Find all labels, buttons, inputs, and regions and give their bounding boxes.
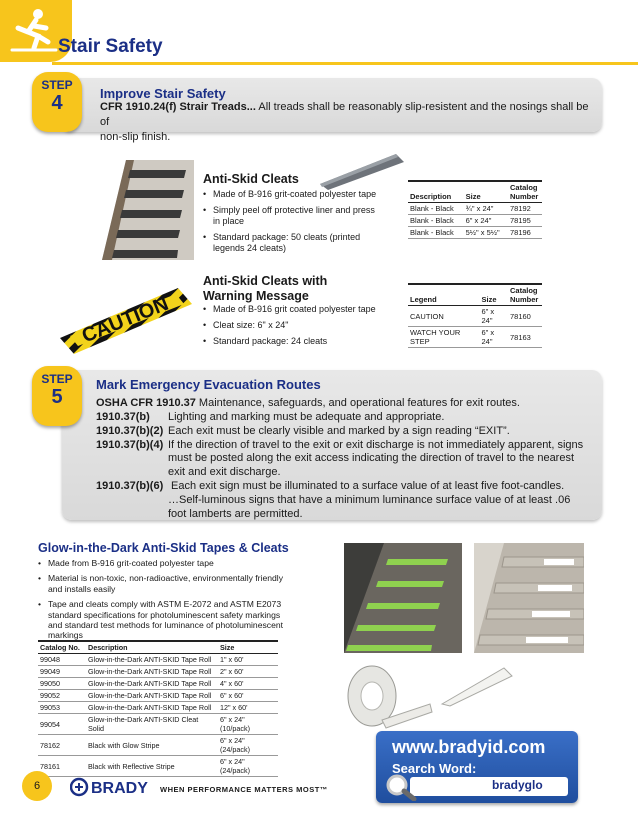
table-header-row [38,641,278,654]
cleat-strip-image [318,152,406,192]
step4-text [100,100,592,145]
regulation-line: must be posted along the exit access indicating the direction of travel to the nearest [168,452,575,465]
table-cell: 78163 [508,327,542,348]
regulation-text: All treads shall be reasonably slip-resistent and the nosings shall be of [100,101,589,128]
warning-table [408,283,542,348]
step4-title: Improve Stair Safety [100,86,226,101]
table-cell: 6" x 60' [218,690,278,702]
glow-stairs-dark-photo [344,543,462,653]
table-cell: 6" x 24" (24/pack) [218,735,278,756]
table-cell: 6" x 24" (10/pack) [218,714,278,735]
list-item: • Standard package: 50 cleats (printed legends 24 cleats) [203,232,379,254]
warning-bullets [203,304,379,352]
regulation-line: foot lamberts are permitted. [168,507,303,520]
table-cell: 99049 [38,666,86,678]
list-item: • Cleat size: 6" x 24" [203,320,379,331]
list-item: • Made from B-916 grit-coated polyester tape [38,558,286,568]
table-row [408,203,542,215]
table-cell: Glow-in-the-Dark ANTI-SKID Tape Roll [86,702,218,714]
cleats-bullets [203,189,379,259]
search-word-label: Search Word: [392,761,477,776]
table-cell: 78161 [38,756,86,777]
step5-title: Mark Emergency Evacuation Routes [96,377,321,392]
magnifier-icon [384,773,418,801]
regulation-code: 1910.37(b)(6) [96,479,164,492]
table-cell: 6" x 24" [479,306,508,327]
col-header: Size [479,284,508,306]
regulation-line: If the direction of travel to the exit or exit discharge is not immediately apparent, signs [168,438,584,451]
table-row [408,327,542,348]
table-cell: 78160 [508,306,542,327]
search-word-field [410,777,568,796]
regulation-item [96,480,600,521]
regulation-item [96,439,600,480]
tagline: WHEN PERFORMANCE MATTERS MOST™ [160,785,328,794]
table-cell: Black with Glow Stripe [86,735,218,756]
table-cell: Blank - Black [408,227,464,239]
table-cell: 6" x 24" (24/pack) [218,756,278,777]
regulation-line: …Self-luminous signs that have a minimum luminance surface value of at least .06 [168,493,571,506]
search-word-value: bradyglo [492,778,543,792]
table-cell: Blank - Black [408,215,464,227]
regulation-text: Maintenance, safeguards, and operational features for exit routes. [195,397,520,409]
table-row [38,702,278,714]
tape-roll-image [342,660,434,732]
list-item: • Made of B-916 grit coated polyester tape [203,304,379,315]
regulation-item [96,425,600,439]
page-number: 6 [22,771,52,801]
table-header-row [408,284,542,306]
regulation-code: 1910.37(b)(4) [96,438,164,451]
caution-word: CAUTION [78,292,172,348]
table-cell: 6" x 24" [464,215,508,227]
regulation-code: 1910.37(b)(2) [96,424,164,437]
table-cell: 78196 [508,227,542,239]
table-row [38,678,278,690]
table-cell: Glow-in-the-Dark ANTI-SKID Tape Roll [86,690,218,702]
regulation-line: Each exit sign must be illuminated to a surface value of at least five foot-candles. [168,479,565,492]
table-cell: 6" x 24" [479,327,508,348]
table-cell: 99054 [38,714,86,735]
regulation-line: Lighting and marking must be adequate and appropriate. [168,411,445,423]
table-cell: Glow-in-the-Dark ANTI-SKID Tape Roll [86,666,218,678]
table-cell: 78192 [508,203,542,215]
cleats-table [408,180,542,239]
warning-title [203,274,327,304]
table-cell: 99052 [38,690,86,702]
table-cell: CAUTION [408,306,479,327]
table-row [38,690,278,702]
step4-badge [32,72,82,132]
table-cell: Blank - Black [408,203,464,215]
table-row [38,714,278,735]
header-rule [52,62,638,65]
regulation-code: 1910.37(b) [96,411,150,423]
table-cell: Glow-in-the-Dark ANTI-SKID Cleat Solid [86,714,218,735]
step-number: 4 [51,92,63,114]
brady-logo [70,776,154,798]
cleats-title: Anti-Skid Cleats [203,172,299,186]
table-cell: 99050 [38,678,86,690]
table-cell: 4" x 60' [218,678,278,690]
col-header: Catalog Number [508,181,542,203]
table-row [408,215,542,227]
list-item: • Material is non-toxic, non-radioactive, environmentally friendly and installs easily [38,573,286,594]
table-header-row [408,181,542,203]
table-cell: 78162 [38,735,86,756]
step5-badge [32,366,82,426]
table-cell: 78195 [508,215,542,227]
table-row [38,735,278,756]
website-callout[interactable] [376,731,578,803]
caution-cleat-image [56,282,196,356]
col-header: Catalog Number [508,284,542,306]
table-cell: 12" x 60' [218,702,278,714]
page-title: Stair Safety [58,36,163,57]
table-cell: 1" x 60' [218,654,278,666]
table-cell: Glow-in-the-Dark ANTI-SKID Tape Roll [86,654,218,666]
brand-name: BRADY [91,780,148,797]
step-number: 5 [51,386,63,408]
table-row [408,306,542,327]
website-url[interactable]: www.bradyid.com [392,737,546,757]
glow-bullets [38,558,286,646]
glow-title: Glow-in-the-Dark Anti-Skid Tapes & Cleats [38,541,289,555]
slip-hazard-icon [8,6,60,54]
regulation-line: Each exit must be clearly visible and marked by a sign reading “EXIT”. [168,424,510,437]
list-item: • Made of B-916 grit-coated polyester tape [203,189,379,200]
stairs-cleats-photo [82,156,194,262]
col-header: Catalog No. [38,641,86,654]
table-row [38,666,278,678]
warning-title-line1: Anti-Skid Cleats with [203,274,328,288]
col-header: Legend [408,284,479,306]
table-cell: 2" x 60' [218,666,278,678]
warning-title-line2: Warning Message [203,289,309,303]
list-item: • Standard package: 24 cleats [203,336,379,347]
col-header: Description [86,641,218,654]
step5-intro [96,396,596,411]
regulation-line: exit and exit discharge. [168,466,281,479]
table-cell: 5½" x 5½" [464,227,508,239]
table-cell: Black with Reflective Stripe [86,756,218,777]
list-item: • Simply peel off protective liner and press in place [203,205,379,227]
table-cell: ¾" x 24" [464,203,508,215]
table-cell: 99053 [38,702,86,714]
glow-stairs-light-photo [474,543,584,653]
col-header: Size [218,641,278,654]
list-item: • Tape and cleats comply with ASTM E-2072 and ASTM E2073 standard specifications for photoluminescent safety markings and standard test methods for luminance of photoluminescent markings [38,599,286,641]
col-header: Description [408,181,464,203]
table-cell: Glow-in-the-Dark ANTI-SKID Tape Roll [86,678,218,690]
table-row [38,756,278,777]
regulation-item [96,411,600,425]
table-row [408,227,542,239]
regulation-code: CFR 1910.24(f) Strair Treads... [100,101,256,113]
table-cell: 99048 [38,654,86,666]
step-word: STEP [41,372,73,386]
regulation-list [96,411,600,521]
glow-cleat-image [438,664,514,708]
table-row [38,654,278,666]
glow-table [38,640,278,777]
table-cell: WATCH YOUR STEP [408,327,479,348]
regulation-code: OSHA CFR 1910.37 [96,397,196,409]
step-word: STEP [41,78,73,92]
col-header: Size [464,181,508,203]
regulation-text-cont: non-slip finish. [100,131,171,143]
